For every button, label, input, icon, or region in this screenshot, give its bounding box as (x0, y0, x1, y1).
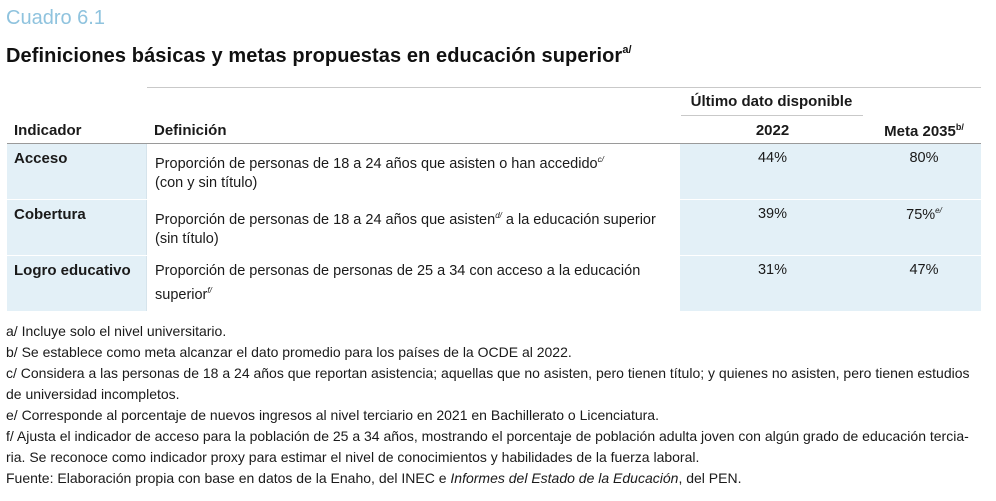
row-value-meta (865, 206, 983, 223)
definition-cell (146, 256, 680, 311)
column-header-definicion: Definición (154, 122, 227, 139)
row-definition (155, 262, 675, 305)
column-header-year: 2022 (755, 122, 790, 139)
meta-value-footnote-ref: e/ (935, 206, 942, 215)
footnotes (6, 321, 970, 489)
source-note (6, 468, 966, 489)
footnote: de universidad incompletos. (6, 386, 180, 402)
meta-value-text: 47% (909, 262, 939, 278)
row-indicator: Cobertura (14, 206, 86, 223)
footnote: c/ Considera a las personas de 18 a 24 años que reportan asistencia; aquellas que no asisten, pero tienen título; y quienes no asisten, pero tienen estudios (6, 365, 970, 381)
table-row (7, 256, 981, 312)
table-row (7, 200, 981, 256)
row-indicator: Acceso (14, 150, 68, 167)
row-definition (155, 206, 675, 249)
definition-text: Proporción de personas de 18 a 24 años que asisten (155, 211, 496, 228)
definition-cell (146, 200, 680, 255)
definition-text-cont: (sin título) (155, 230, 219, 247)
source-suffix: , del PEN. (678, 470, 742, 486)
footnote: ria. Se reconoce como indicador proxy para estimar el nivel de conocimientos y habilidades de la fuerza laboral. (6, 449, 700, 465)
footnote: e/ Corresponde al porcentaje de nuevos ingresos al nivel terciario en 2021 en Bachillerato o Licenciatura. (6, 407, 659, 423)
meta-header-text: Meta 2035 (884, 123, 956, 140)
row-indicator: Logro educativo (14, 262, 131, 279)
table-row (7, 144, 981, 200)
meta-header-footnote-ref: b/ (955, 122, 964, 132)
title-footnote-ref: a/ (622, 44, 632, 57)
source-italic: Informes del Estado de la Educación (450, 470, 679, 486)
definition-footnote-ref: f/ (207, 286, 212, 295)
group-header: Último dato disponible (690, 93, 853, 110)
column-header-indicador: Indicador (14, 122, 82, 139)
table-label: Cuadro 6.1 (6, 7, 105, 29)
source-prefix: Fuente: Elaboración propia con base en datos de la Enaho, del INEC e (6, 470, 451, 486)
row-value-meta (865, 150, 983, 166)
title-text: Definiciones básicas y metas propuestas en educación superior (6, 45, 623, 67)
table-top-rule (147, 87, 981, 88)
definition-cell (146, 144, 680, 199)
meta-value-text: 80% (909, 150, 939, 166)
row-value-2022: 31% (757, 262, 788, 278)
definition-text-cont: (con y sin título) (155, 174, 258, 191)
definition-text: Proporción de personas de personas de 25 a 34 con acceso a la educación (155, 263, 641, 279)
definition-footnote-ref: c/ (597, 155, 604, 164)
row-definition (155, 150, 675, 193)
row-value-2022: 39% (757, 206, 788, 222)
definition-text-cont: superior (155, 286, 208, 303)
footnote: a/ Incluye solo el nivel universitario. (6, 323, 227, 339)
footnote: f/ Ajusta el indicador de acceso para la población de 25 a 34 años, mostrando el porcentaje de población adulta joven con algún grado de educación tercia- (6, 428, 969, 444)
meta-value-text: 75% (906, 206, 936, 223)
row-value-2022: 44% (757, 150, 788, 166)
definition-footnote-ref: d/ (495, 211, 502, 220)
row-value-meta (865, 262, 983, 278)
footnote: b/ Se establece como meta alcanzar el dato promedio para los países de la OCDE al 2022. (6, 344, 572, 360)
column-header-meta (865, 122, 983, 140)
definition-text-b: a la educación superior (501, 211, 656, 228)
definition-text: Proporción de personas de 18 a 24 años que asisten o han accedido (155, 155, 598, 172)
group-header-rule (681, 115, 863, 116)
table-title (6, 45, 632, 68)
